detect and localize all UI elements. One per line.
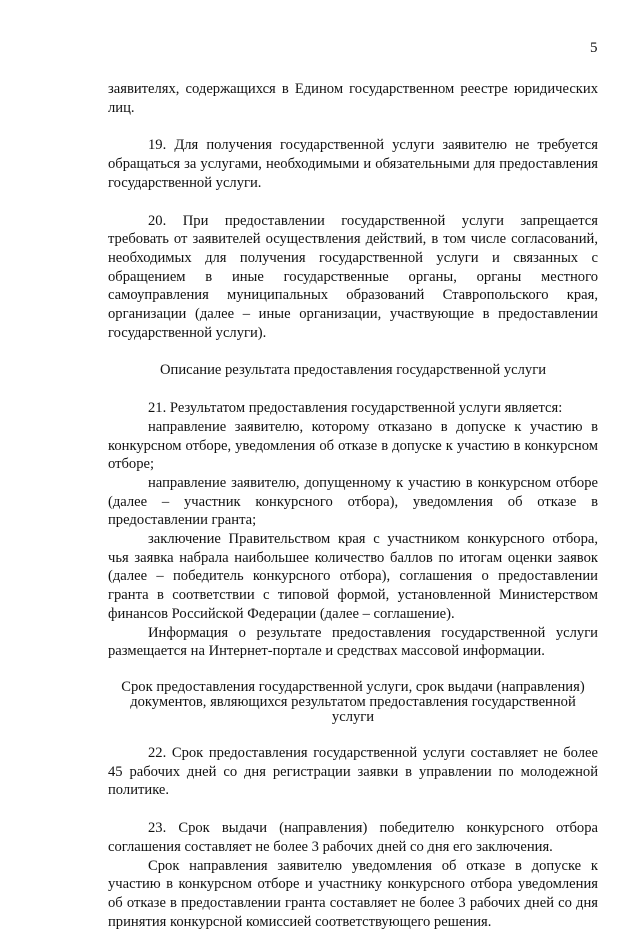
section-heading-result: Описание результата предоставления государственной услуги (108, 361, 598, 380)
paragraph-21-info: Информация о результате предоставления государственной услуги размещается на Интернет-портале и средствах массовой информации. (108, 624, 598, 661)
paragraph-21-item-1: направление заявителю, которому отказано в допуске к участию в конкурсном отборе, уведомления об отказе в допуске к участию в конкурсном отборе; (108, 418, 598, 474)
paragraph-21-item-2: направление заявителю, допущенному к участию в конкурсном отборе (далее – участник конкурсного отбора), уведомления об отказе в предоставлении гранта; (108, 474, 598, 530)
paragraph-21-item-3: заключение Правительством края с участником конкурсного отбора, чья заявка набрала наибольшее количество баллов по итогам оценки заявок (далее – победитель конкурсного отбора), соглашения о предоставлении гранта в соответствии с типовой формой, установленной Министерством финансов Российской Федерации (далее – соглашение). (108, 530, 598, 624)
paragraph-23: 23. Срок выдачи (направления) победителю конкурсного отбора соглашения составляет не более 3 рабочих дней со дня его заключения. (108, 819, 598, 856)
paragraph-21: 21. Результатом предоставления государственной услуги является: (108, 399, 598, 418)
paragraph-continuation: заявителях, содержащихся в Едином государственном реестре юридических лиц. (108, 80, 598, 117)
paragraph-19: 19. Для получения государственной услуги заявителю не требуется обращаться за услугами, необходимыми и обязательными для предоставления государственной услуги. (108, 136, 598, 192)
page-number: 5 (590, 40, 598, 57)
paragraph-20: 20. При предоставлении государственной услуги запрещается требовать от заявителей осуществления действий, в том числе согласований, необходимых для получения государственной услуги и связанных с обращением в иные государственные органы, органы местного самоуправления муниципальных образований Ставропольского края, организации (далее – иные организации, участвующие в предоставлении государственной услуги). (108, 212, 598, 343)
document-body (108, 80, 598, 931)
paragraph-23-notice: Срок направления заявителю уведомления об отказе в допуске к участию в конкурсном отборе и участнику конкурсного отбора уведомления об отказе в предоставлении гранта составляет не более 3 рабочих дней со дня принятия конкурсной комиссией соответствующего решения. (108, 857, 598, 931)
section-heading-terms: Срок предоставления государственной услуги, срок выдачи (направления) документов, являющихся результатом предоставления государственной услуги (108, 680, 598, 725)
paragraph-22: 22. Срок предоставления государственной услуги составляет не более 45 рабочих дней со дня регистрации заявки в управлении по молодежной политике. (108, 744, 598, 800)
